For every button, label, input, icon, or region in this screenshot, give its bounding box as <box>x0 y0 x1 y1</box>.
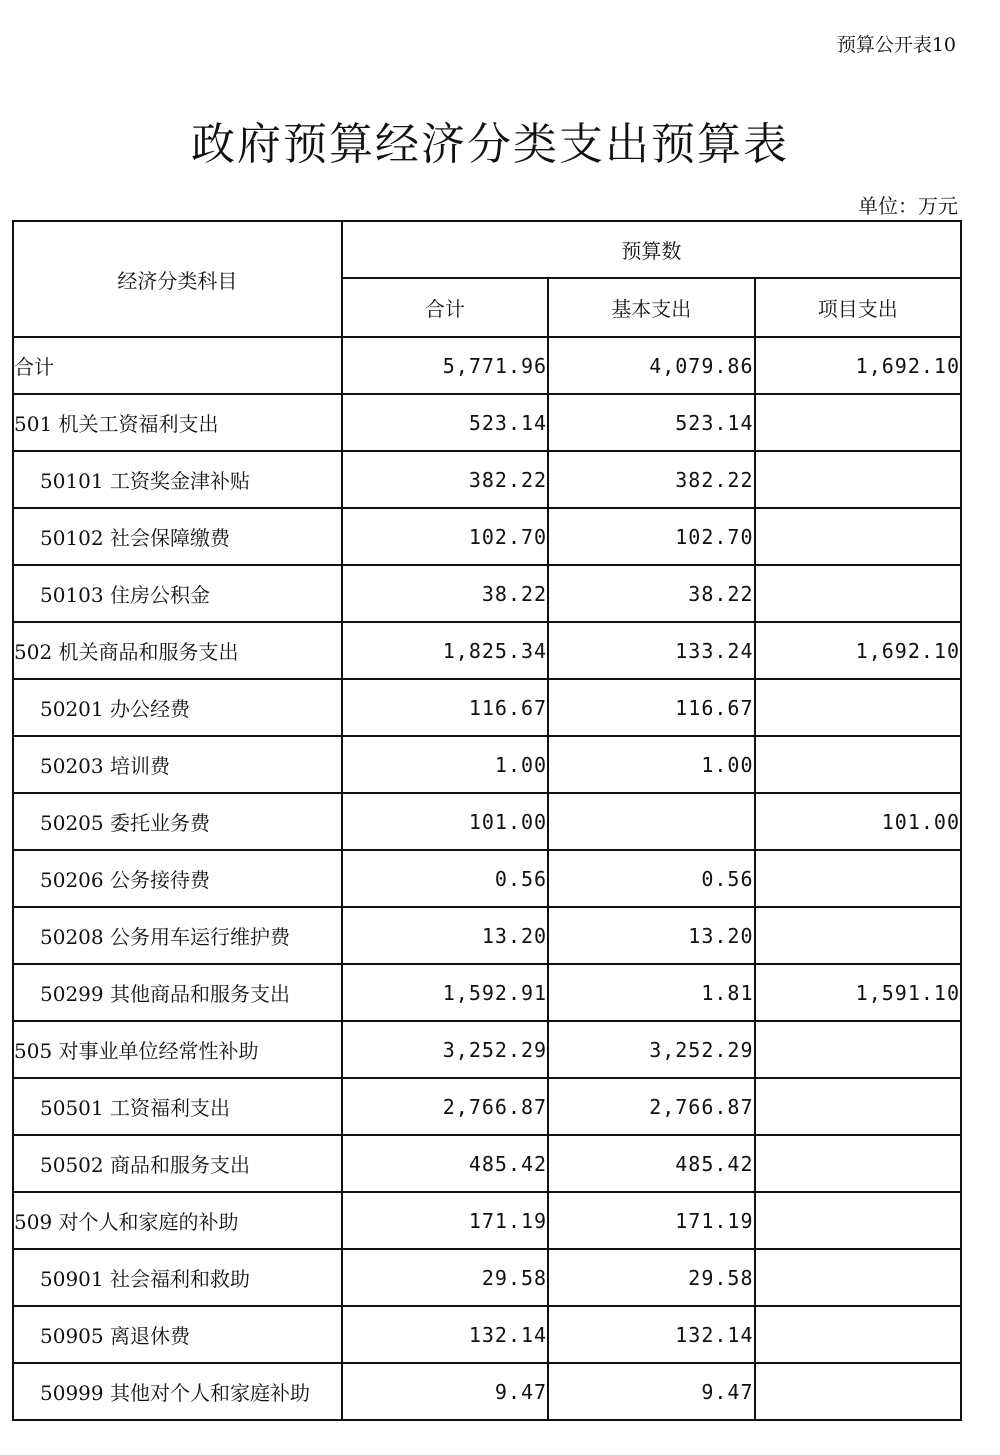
row-total-cell: 2,766.87 <box>342 1078 548 1135</box>
row-name-cell: 502 机关商品和服务支出 <box>13 622 342 679</box>
table-row <box>13 1078 961 1135</box>
row-name-cell: 50103 住房公积金 <box>13 565 342 622</box>
row-name-cell: 50203 培训费 <box>13 736 342 793</box>
row-total-cell: 1,592.91 <box>342 964 548 1021</box>
table-row <box>13 1363 961 1420</box>
row-basic-cell: 1.00 <box>548 736 754 793</box>
row-project-cell <box>755 394 961 451</box>
unit-label: 单位：万元 <box>858 194 958 218</box>
header-project: 项目支出 <box>755 278 961 337</box>
row-total-cell: 171.19 <box>342 1192 548 1249</box>
row-total-cell: 1,825.34 <box>342 622 548 679</box>
row-total-cell: 132.14 <box>342 1306 548 1363</box>
row-project-cell <box>755 1363 961 1420</box>
header-category: 经济分类科目 <box>13 221 342 337</box>
row-total-cell: 9.47 <box>342 1363 548 1420</box>
row-project-cell <box>755 1306 961 1363</box>
row-name-cell: 合计 <box>13 337 342 394</box>
row-basic-cell: 171.19 <box>548 1192 754 1249</box>
table-row <box>13 394 961 451</box>
table-row <box>13 1249 961 1306</box>
row-basic-cell: 2,766.87 <box>548 1078 754 1135</box>
row-project-cell <box>755 508 961 565</box>
row-name-cell: 501 机关工资福利支出 <box>13 394 342 451</box>
row-basic-cell: 9.47 <box>548 1363 754 1420</box>
row-total-cell: 38.22 <box>342 565 548 622</box>
row-name-cell: 50101 工资奖金津补贴 <box>13 451 342 508</box>
row-project-cell <box>755 451 961 508</box>
table-row <box>13 1021 961 1078</box>
table-row <box>13 337 961 394</box>
row-basic-cell: 0.56 <box>548 850 754 907</box>
row-name-cell: 50205 委托业务费 <box>13 793 342 850</box>
row-project-cell <box>755 679 961 736</box>
table-row <box>13 622 961 679</box>
budget-table <box>12 220 962 1421</box>
table-row <box>13 793 961 850</box>
row-total-cell: 29.58 <box>342 1249 548 1306</box>
row-basic-cell: 29.58 <box>548 1249 754 1306</box>
header-budget-group: 预算数 <box>342 221 961 278</box>
row-project-cell: 1,591.10 <box>755 964 961 1021</box>
row-project-cell: 1,692.10 <box>755 622 961 679</box>
table-row <box>13 451 961 508</box>
row-total-cell: 3,252.29 <box>342 1021 548 1078</box>
table-row <box>13 907 961 964</box>
table-row <box>13 679 961 736</box>
table-row <box>13 964 961 1021</box>
row-basic-cell <box>548 793 754 850</box>
row-total-cell: 5,771.96 <box>342 337 548 394</box>
table-row <box>13 736 961 793</box>
row-project-cell <box>755 1192 961 1249</box>
row-project-cell <box>755 736 961 793</box>
row-total-cell: 382.22 <box>342 451 548 508</box>
row-name-cell: 50502 商品和服务支出 <box>13 1135 342 1192</box>
row-name-cell: 50206 公务接待费 <box>13 850 342 907</box>
row-name-cell: 50501 工资福利支出 <box>13 1078 342 1135</box>
row-basic-cell: 3,252.29 <box>548 1021 754 1078</box>
row-project-cell <box>755 907 961 964</box>
row-name-cell: 50201 办公经费 <box>13 679 342 736</box>
row-basic-cell: 1.81 <box>548 964 754 1021</box>
table-row <box>13 1306 961 1363</box>
table-row <box>13 850 961 907</box>
row-basic-cell: 116.67 <box>548 679 754 736</box>
row-project-cell <box>755 565 961 622</box>
header-basic: 基本支出 <box>548 278 754 337</box>
row-name-cell: 50905 离退休费 <box>13 1306 342 1363</box>
row-total-cell: 0.56 <box>342 850 548 907</box>
table-body <box>13 337 961 1420</box>
table-row <box>13 508 961 565</box>
row-name-cell: 50102 社会保障缴费 <box>13 508 342 565</box>
row-total-cell: 101.00 <box>342 793 548 850</box>
row-name-cell: 505 对事业单位经常性补助 <box>13 1021 342 1078</box>
row-total-cell: 116.67 <box>342 679 548 736</box>
row-name-cell: 50208 公务用车运行维护费 <box>13 907 342 964</box>
row-name-cell: 509 对个人和家庭的补助 <box>13 1192 342 1249</box>
table-row <box>13 1135 961 1192</box>
row-basic-cell: 133.24 <box>548 622 754 679</box>
row-basic-cell: 485.42 <box>548 1135 754 1192</box>
row-basic-cell: 382.22 <box>548 451 754 508</box>
row-basic-cell: 102.70 <box>548 508 754 565</box>
row-project-cell <box>755 850 961 907</box>
row-project-cell <box>755 1135 961 1192</box>
row-name-cell: 50901 社会福利和救助 <box>13 1249 342 1306</box>
row-project-cell <box>755 1078 961 1135</box>
row-basic-cell: 4,079.86 <box>548 337 754 394</box>
row-name-cell: 50999 其他对个人和家庭补助 <box>13 1363 342 1420</box>
row-basic-cell: 13.20 <box>548 907 754 964</box>
row-basic-cell: 523.14 <box>548 394 754 451</box>
row-basic-cell: 132.14 <box>548 1306 754 1363</box>
table-id: 预算公开表10 <box>836 34 956 56</box>
page-title: 政府预算经济分类支出预算表 <box>191 119 789 170</box>
row-project-cell <box>755 1249 961 1306</box>
row-total-cell: 485.42 <box>342 1135 548 1192</box>
row-total-cell: 13.20 <box>342 907 548 964</box>
table-row <box>13 565 961 622</box>
row-project-cell <box>755 1021 961 1078</box>
row-total-cell: 102.70 <box>342 508 548 565</box>
row-project-cell: 101.00 <box>755 793 961 850</box>
table-row <box>13 1192 961 1249</box>
row-basic-cell: 38.22 <box>548 565 754 622</box>
header-total: 合计 <box>342 278 548 337</box>
row-name-cell: 50299 其他商品和服务支出 <box>13 964 342 1021</box>
row-total-cell: 1.00 <box>342 736 548 793</box>
row-project-cell: 1,692.10 <box>755 337 961 394</box>
row-total-cell: 523.14 <box>342 394 548 451</box>
